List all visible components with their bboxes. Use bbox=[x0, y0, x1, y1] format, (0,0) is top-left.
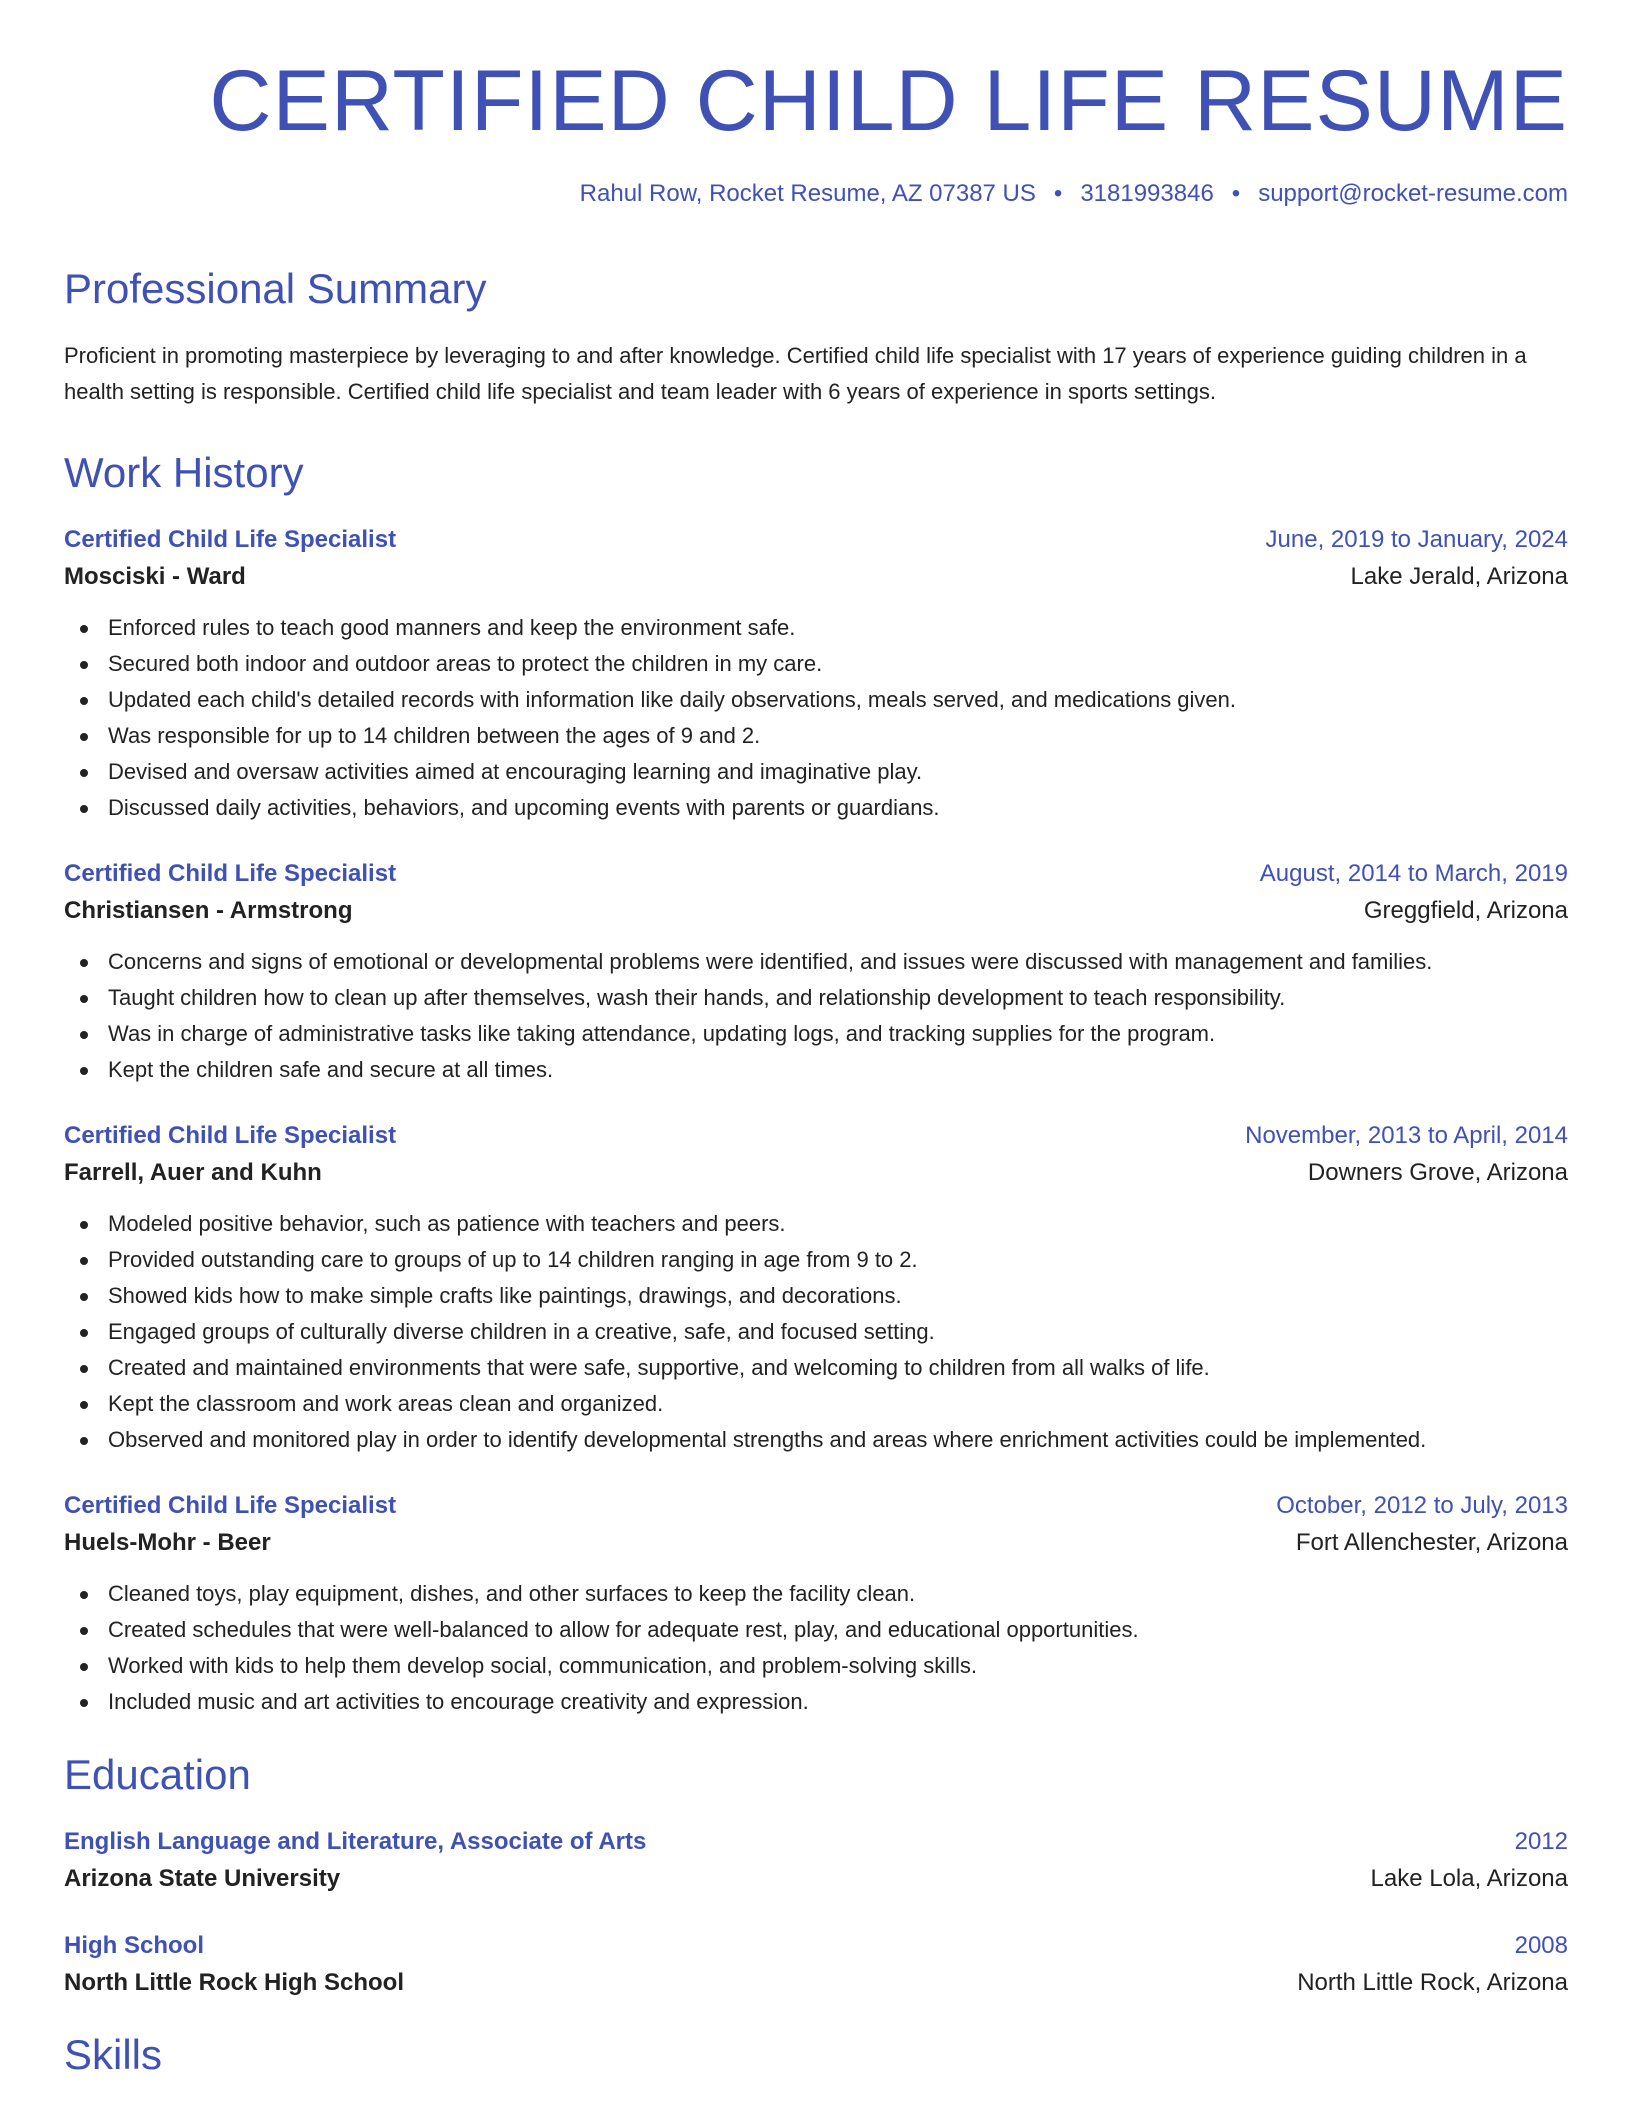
contact-email: support@rocket-resume.com bbox=[1258, 180, 1568, 207]
job-bullet: Created schedules that were well-balanced to allow for adequate rest, play, and educational opportunities. bbox=[64, 1612, 1568, 1648]
job-dates: August, 2014 to March, 2019 bbox=[1259, 860, 1568, 887]
job-bullets bbox=[64, 1576, 1568, 1720]
job-bullet: Cleaned toys, play equipment, dishes, and other surfaces to keep the facility clean. bbox=[64, 1576, 1568, 1612]
job-bullet: Observed and monitored play in order to identify developmental strengths and areas where enrichment activities could be implemented. bbox=[64, 1422, 1568, 1458]
education-section bbox=[64, 1751, 1568, 2002]
job-bullet: Worked with kids to help them develop social, communication, and problem-solving skills. bbox=[64, 1648, 1568, 1684]
job-bullet: Was responsible for up to 14 children between the ages of 9 and 2. bbox=[64, 718, 1568, 754]
job-role: Certified Child Life Specialist bbox=[64, 526, 397, 553]
job-bullet: Included music and art activities to encourage creativity and expression. bbox=[64, 1684, 1568, 1720]
job-role: Certified Child Life Specialist bbox=[64, 1492, 397, 1519]
resume-title: CERTIFIED CHILD LIFE RESUME bbox=[209, 53, 1568, 149]
job-bullet: Created and maintained environments that were safe, supportive, and welcoming to children from all walks of life. bbox=[64, 1350, 1568, 1386]
job-bullet: Showed kids how to make simple crafts like paintings, drawings, and decorations. bbox=[64, 1278, 1568, 1314]
job-role: Certified Child Life Specialist bbox=[64, 860, 397, 887]
contact-separator: • bbox=[1053, 180, 1063, 207]
education-entry bbox=[64, 1928, 1568, 2002]
job-bullet: Provided outstanding care to groups of up to 14 children ranging in age from 9 to 2. bbox=[64, 1242, 1568, 1278]
contact-line bbox=[64, 182, 1568, 206]
education-year: 2008 bbox=[1514, 1932, 1568, 1959]
job-entry bbox=[64, 1488, 1568, 1720]
job-bullet: Was in charge of administrative tasks like taking attendance, updating logs, and tracking supplies for the program. bbox=[64, 1016, 1568, 1052]
skills-section bbox=[64, 2031, 1568, 2078]
job-dates: June, 2019 to January, 2024 bbox=[1265, 526, 1568, 553]
job-location: Fort Allenchester, Arizona bbox=[1295, 1529, 1568, 1556]
contact-phone: 3181993846 bbox=[1080, 180, 1214, 207]
education-degree: English Language and Literature, Associate of Arts bbox=[64, 1828, 647, 1855]
job-bullet: Taught children how to clean up after themselves, wash their hands, and relationship development to teach responsibility. bbox=[64, 980, 1568, 1016]
job-bullet: Secured both indoor and outdoor areas to protect the children in my care. bbox=[64, 646, 1568, 682]
job-bullet: Discussed daily activities, behaviors, and upcoming events with parents or guardians. bbox=[64, 790, 1568, 826]
job-company: Huels-Mohr - Beer bbox=[64, 1529, 271, 1556]
job-bullet: Kept the children safe and secure at all times. bbox=[64, 1052, 1568, 1088]
job-entry bbox=[64, 522, 1568, 826]
job-bullets bbox=[64, 1206, 1568, 1458]
job-bullet: Kept the classroom and work areas clean and organized. bbox=[64, 1386, 1568, 1422]
job-bullet: Enforced rules to teach good manners and keep the environment safe. bbox=[64, 610, 1568, 646]
job-bullets bbox=[64, 944, 1568, 1088]
work-history-heading: Work History bbox=[64, 449, 304, 496]
contact-separator: • bbox=[1231, 180, 1241, 207]
job-dates: November, 2013 to April, 2014 bbox=[1245, 1122, 1568, 1149]
job-bullet: Devised and oversaw activities aimed at encouraging learning and imaginative play. bbox=[64, 754, 1568, 790]
summary-heading: Professional Summary bbox=[64, 265, 487, 312]
job-dates: October, 2012 to July, 2013 bbox=[1276, 1492, 1568, 1519]
summary-section bbox=[64, 265, 1568, 410]
education-school: Arizona State University bbox=[64, 1865, 341, 1892]
education-location: North Little Rock, Arizona bbox=[1297, 1969, 1568, 1996]
summary-text: Proficient in promoting masterpiece by leveraging to and after knowledge. Certified child life specialist with 17 years of experience guiding children in a health setting is responsible. Certified child life specialist and team leader with 6 years of experience in sports settings. bbox=[64, 343, 1527, 404]
job-company: Christiansen - Armstrong bbox=[64, 897, 353, 924]
resume-header bbox=[64, 0, 1568, 206]
job-bullets bbox=[64, 610, 1568, 826]
skills-heading: Skills bbox=[64, 2031, 163, 2078]
job-bullet: Updated each child's detailed records with information like daily observations, meals served, and medications given. bbox=[64, 682, 1568, 718]
education-entry bbox=[64, 1824, 1568, 1898]
job-bullet: Concerns and signs of emotional or developmental problems were identified, and issues were discussed with management and families. bbox=[64, 944, 1568, 980]
job-location: Greggfield, Arizona bbox=[1363, 897, 1568, 924]
job-entry bbox=[64, 1118, 1568, 1458]
job-company: Mosciski - Ward bbox=[64, 563, 246, 590]
contact-address: Rahul Row, Rocket Resume, AZ 07387 US bbox=[579, 180, 1036, 207]
job-bullet: Engaged groups of culturally diverse children in a creative, safe, and focused setting. bbox=[64, 1314, 1568, 1350]
job-role: Certified Child Life Specialist bbox=[64, 1122, 397, 1149]
work-history-section bbox=[64, 449, 1568, 1720]
job-location: Downers Grove, Arizona bbox=[1307, 1159, 1568, 1186]
education-school: North Little Rock High School bbox=[64, 1969, 404, 1996]
education-degree: High School bbox=[64, 1932, 204, 1959]
education-location: Lake Lola, Arizona bbox=[1370, 1865, 1568, 1892]
education-heading: Education bbox=[64, 1751, 251, 1798]
job-entry bbox=[64, 856, 1568, 1088]
job-company: Farrell, Auer and Kuhn bbox=[64, 1159, 322, 1186]
job-bullet: Modeled positive behavior, such as patience with teachers and peers. bbox=[64, 1206, 1568, 1242]
education-year: 2012 bbox=[1514, 1828, 1568, 1855]
job-location: Lake Jerald, Arizona bbox=[1350, 563, 1568, 590]
